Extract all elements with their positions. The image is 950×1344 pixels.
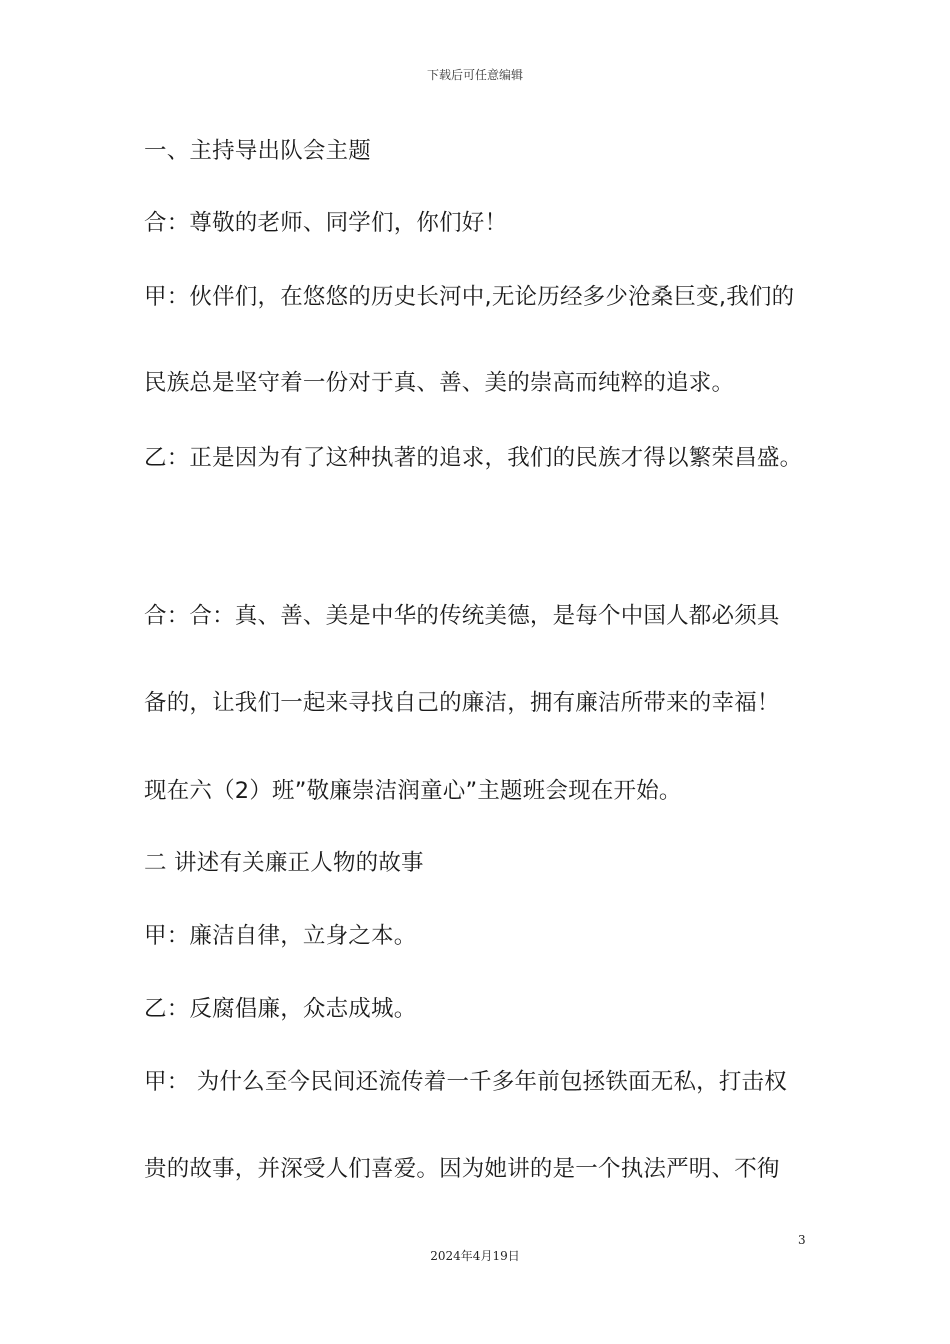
body-line: 乙：正是因为有了这种执著的追求，我们的民族才得以繁荣昌盛。 [144, 445, 803, 471]
body-line: 备的，让我们一起来寻找自己的廉洁，拥有廉洁所带来的幸福！ [144, 690, 780, 716]
body-line: 乙：反腐倡廉，众志成城。 [144, 996, 417, 1022]
body-line: 合：合：真、善、美是中华的传统美德，是每个中国人都必须具 [144, 603, 780, 629]
page-header: 下载后可任意编辑 [426, 68, 523, 82]
page-number: 3 [798, 1233, 806, 1247]
body-line: 甲： 为什么至今民间还流传着一千多年前包拯铁面无私，打击权 [144, 1069, 787, 1095]
body-line: 甲：廉洁自律，立身之本。 [144, 923, 417, 949]
body-line: 甲：伙伴们，在悠悠的历史长河中,无论历经多少沧桑巨变,我们的 [144, 284, 795, 310]
body-line: 贵的故事，并深受人们喜爱。因为她讲的是一个执法严明、不徇 [144, 1156, 780, 1182]
body-line: 民族总是坚守着一份对于真、善、美的崇高而纯粹的追求。 [144, 370, 735, 396]
body-line: 现在六（2）班”敬廉崇洁润童心”主题班会现在开始。 [144, 778, 682, 804]
body-line: 合：尊敬的老师、同学们，你们好！ [144, 210, 508, 236]
section-heading-2: 二 讲述有关廉正人物的故事 [144, 850, 424, 876]
section-heading-1: 一、主持导出队会主题 [144, 138, 372, 164]
footer-date: 2024年4月19日 [430, 1249, 520, 1263]
